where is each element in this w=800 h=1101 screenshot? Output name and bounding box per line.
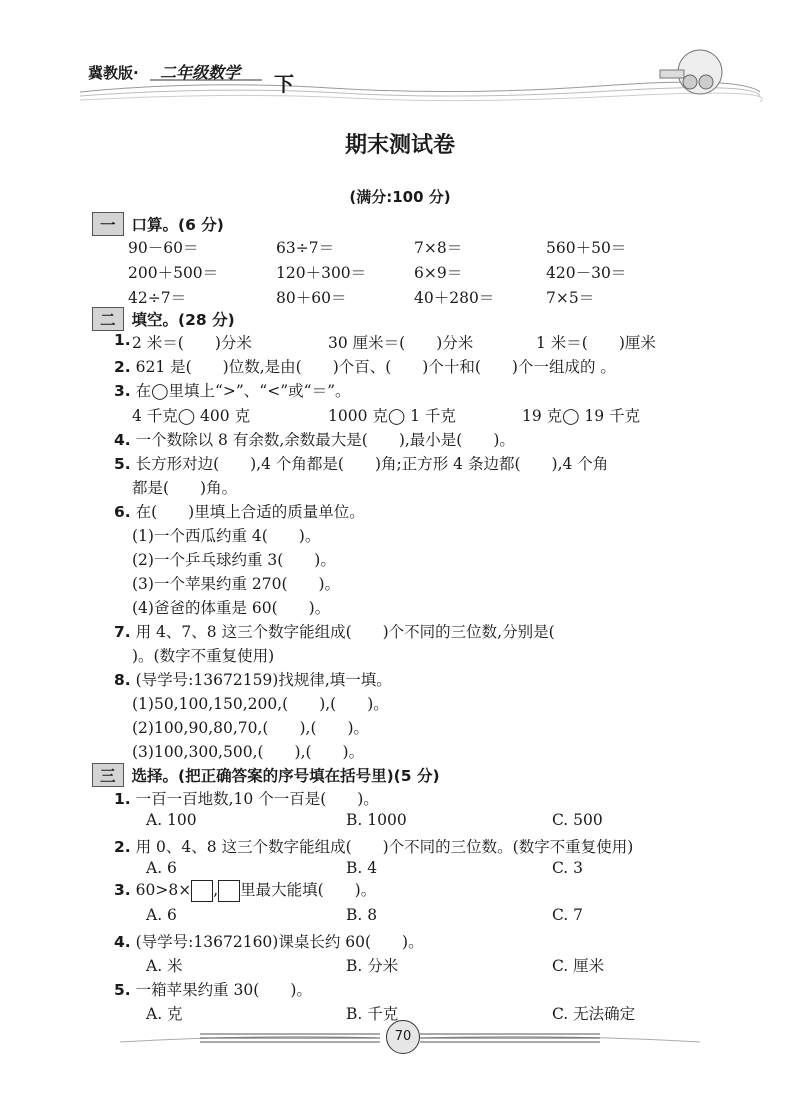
compare-item: 19 克◯ 19 千克 bbox=[522, 407, 641, 425]
question-text: 2 米＝( )分米 bbox=[132, 334, 252, 352]
sub-item: (2)一个乒乓球约重 3( )。 bbox=[132, 551, 336, 569]
calc-row bbox=[128, 236, 748, 256]
calc-item: 560＋50＝ bbox=[546, 239, 627, 257]
section-number: 二 bbox=[92, 307, 124, 331]
question-text: 1 米＝( )厘米 bbox=[536, 334, 656, 352]
question-text: 一百一百地数,10 个一百是( )。 bbox=[135, 790, 379, 808]
section-1-heading bbox=[92, 212, 224, 236]
question-3-4 bbox=[114, 930, 424, 952]
options-row bbox=[146, 954, 746, 974]
question-number: 5. bbox=[114, 981, 131, 999]
header-decoration bbox=[0, 0, 800, 110]
question-number: 5. bbox=[114, 455, 131, 473]
grade-label: 二年级数学 bbox=[160, 63, 241, 82]
question-number: 1. bbox=[114, 331, 131, 349]
options-row bbox=[146, 906, 746, 926]
question-text: , bbox=[213, 881, 219, 899]
question-2-7-cont: )。(数字不重复使用) bbox=[132, 647, 275, 665]
sub-item: (2)100,90,80,70,( ),( )。 bbox=[132, 719, 370, 737]
calc-item: 7×8＝ bbox=[414, 239, 463, 257]
question-text: 一个数除以 8 有余数,余数最大是( ),最小是( )。 bbox=[135, 431, 515, 449]
section-title: 选择。(把正确答案的序号填在括号里)(5 分) bbox=[131, 767, 440, 785]
calc-item: 7×5＝ bbox=[546, 289, 595, 307]
question-text: 在◯里填上“>”、“<”或“＝”。 bbox=[135, 382, 351, 400]
calc-item: 80＋60＝ bbox=[276, 289, 347, 307]
question-2-1 bbox=[114, 331, 734, 351]
calc-row bbox=[128, 261, 748, 281]
option-b: B. 1000 bbox=[346, 811, 407, 829]
option-c: C. 厘米 bbox=[552, 957, 605, 975]
calc-item: 420－30＝ bbox=[546, 264, 627, 282]
question-3-2 bbox=[114, 835, 633, 857]
question-text: 30 厘米＝( )分米 bbox=[328, 334, 474, 352]
compare-item: 1000 克◯ 1 千克 bbox=[328, 407, 456, 425]
question-3-5 bbox=[114, 978, 312, 1000]
question-text: 长方形对边( ),4 个角都是( )角;正方形 4 条边都( ),4 个角 bbox=[135, 455, 609, 473]
calc-item: 6×9＝ bbox=[414, 264, 463, 282]
option-b: B. 4 bbox=[346, 859, 378, 877]
option-b: B. 8 bbox=[346, 906, 378, 924]
question-text: (导学号:13672160)课桌长约 60( )。 bbox=[135, 933, 424, 951]
option-c: C. 500 bbox=[552, 811, 603, 829]
section-title: 口算。(6 分) bbox=[131, 216, 224, 234]
question-number: 4. bbox=[114, 431, 131, 449]
question-2-3 bbox=[114, 379, 351, 401]
calc-item: 120＋300＝ bbox=[276, 264, 367, 282]
question-text: 用 0、4、8 这三个数字能组成( )个不同的三位数。(数字不重复使用) bbox=[135, 838, 634, 856]
options-row bbox=[146, 859, 746, 879]
question-text: 里最大能填( )。 bbox=[240, 881, 377, 899]
page-title: 期末测试卷 bbox=[344, 133, 455, 158]
options-row bbox=[146, 811, 746, 831]
option-a: A. 米 bbox=[146, 957, 183, 975]
question-number: 1. bbox=[114, 790, 131, 808]
calc-item: 90－60＝ bbox=[128, 239, 199, 257]
blank-box bbox=[218, 880, 240, 902]
option-a: A. 6 bbox=[146, 906, 177, 924]
calc-row bbox=[128, 286, 748, 306]
sub-item: (3)一个苹果约重 270( )。 bbox=[132, 575, 341, 593]
question-2-7 bbox=[114, 620, 555, 642]
option-c: C. 7 bbox=[552, 906, 584, 924]
question-text: 用 4、7、8 这三个数字能组成( )个不同的三位数,分别是( bbox=[135, 623, 555, 641]
calc-item: 40＋280＝ bbox=[414, 289, 495, 307]
sub-item: (3)100,300,500,( ),( )。 bbox=[132, 743, 365, 761]
option-a: A. 100 bbox=[146, 811, 197, 829]
question-2-2 bbox=[114, 355, 616, 377]
option-a: A. 克 bbox=[146, 1005, 183, 1023]
question-2-5 bbox=[114, 452, 608, 474]
section-2-heading bbox=[92, 307, 235, 331]
option-c: C. 3 bbox=[552, 859, 584, 877]
volume-label: 下 bbox=[274, 72, 294, 96]
option-a: A. 6 bbox=[146, 859, 177, 877]
sub-item: (1)一个西瓜约重 4( )。 bbox=[132, 527, 321, 545]
series-label: 冀教版· bbox=[88, 64, 139, 82]
question-number: 4. bbox=[114, 933, 131, 951]
question-text: 在( )里填上合适的质量单位。 bbox=[135, 503, 365, 521]
question-text: 621 是( )位数,是由( )个百、( )个十和( )个一组成的 。 bbox=[135, 358, 616, 376]
section-title: 填空。(28 分) bbox=[131, 311, 235, 329]
question-number: 8. bbox=[114, 671, 131, 689]
option-b: B. 分米 bbox=[346, 957, 399, 975]
question-number: 7. bbox=[114, 623, 131, 641]
mascot-icon bbox=[660, 50, 722, 94]
blank-box bbox=[191, 880, 213, 902]
question-3-1 bbox=[114, 787, 379, 809]
compare-item: 4 千克◯ 400 克 bbox=[132, 407, 251, 425]
calc-item: 200＋500＝ bbox=[128, 264, 219, 282]
question-number: 3. bbox=[114, 382, 131, 400]
section-3-heading bbox=[92, 763, 440, 787]
option-b: B. 千克 bbox=[346, 1005, 399, 1023]
question-number: 6. bbox=[114, 503, 131, 521]
page-number: 70 bbox=[386, 1020, 420, 1054]
question-number: 2. bbox=[114, 838, 131, 856]
question-text: (导学号:13672159)找规律,填一填。 bbox=[135, 671, 392, 689]
sub-item: (1)50,100,150,200,( ),( )。 bbox=[132, 695, 389, 713]
question-number: 2. bbox=[114, 358, 131, 376]
question-2-6 bbox=[114, 500, 365, 522]
section-number: 一 bbox=[92, 212, 124, 236]
question-2-3-items bbox=[132, 404, 732, 424]
question-number: 3. bbox=[114, 881, 131, 899]
question-3-3 bbox=[114, 878, 376, 902]
calc-item: 42÷7＝ bbox=[128, 289, 187, 307]
question-2-4 bbox=[114, 428, 515, 450]
sub-item: (4)爸爸的体重是 60( )。 bbox=[132, 599, 331, 617]
question-2-5-cont: 都是( )角。 bbox=[132, 479, 238, 497]
option-c: C. 无法确定 bbox=[552, 1005, 636, 1023]
section-number: 三 bbox=[92, 763, 124, 787]
score-note: (满分:100 分) bbox=[349, 188, 451, 206]
question-text: 60>8× bbox=[135, 881, 192, 899]
question-text: 一箱苹果约重 30( )。 bbox=[135, 981, 312, 999]
question-2-8 bbox=[114, 668, 392, 690]
calc-item: 63÷7＝ bbox=[276, 239, 335, 257]
